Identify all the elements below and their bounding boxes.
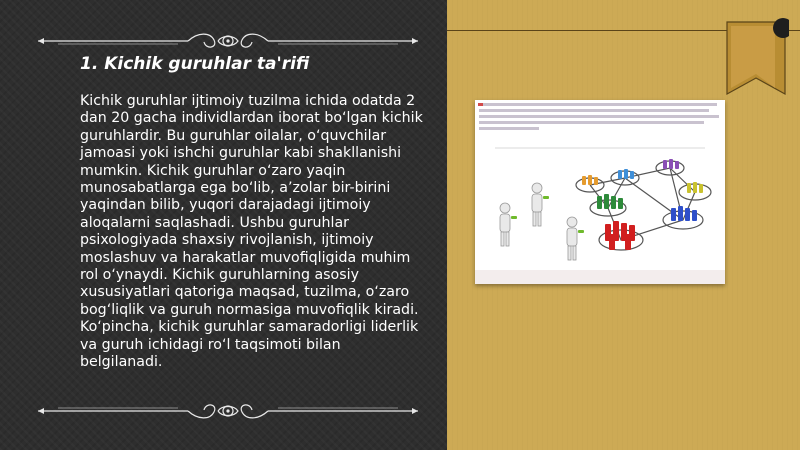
top-ornament-divider — [38, 28, 418, 54]
bottom-ornament-divider — [38, 398, 418, 424]
people-network-illustration-icon — [475, 100, 725, 284]
slide-body-text: Kichik guruhlar ijtimoiy tuzilma ichida odatda 2 dan 20 gacha individlardan iborat bo‘lgan kichik guruhlardir. Bu guruhlar oilalar, o‘quvchilar jamoasi yoki ishchi guruhlar kabi shakllanishi mumkin. Kichik guruhlar o‘zaro yaqin munosabatlarga ega bo‘lib, a’zolar bir-birini yaqindan bilib, yuqori darajadagi ijtimoiy aloqalarni saqlashadi. Ushbu guruhlar psixologiyada shaxsiy rivojlanish, ijtimoiy moslashuv va harakatlar muvofiqligida muhim rol o‘ynaydi. Kichik guruhlarning asosiy xususiyatlari qatoriga maqsad, tuzilma, o‘zaro bog‘liqlik va guruh normasiga muvofiqlik kiradi. Ko‘pincha, kichik guruhlar samaradorligi liderlik va guruh ichidagi ro‘l taqsimoti bilan belgilanadi. — [80, 93, 423, 371]
bookmark-ribbon-icon — [717, 18, 789, 98]
orange-group — [582, 175, 598, 185]
slide-title: 1. Kichik guruhlar ta'rifi — [80, 54, 310, 74]
illustration-card — [475, 100, 725, 284]
